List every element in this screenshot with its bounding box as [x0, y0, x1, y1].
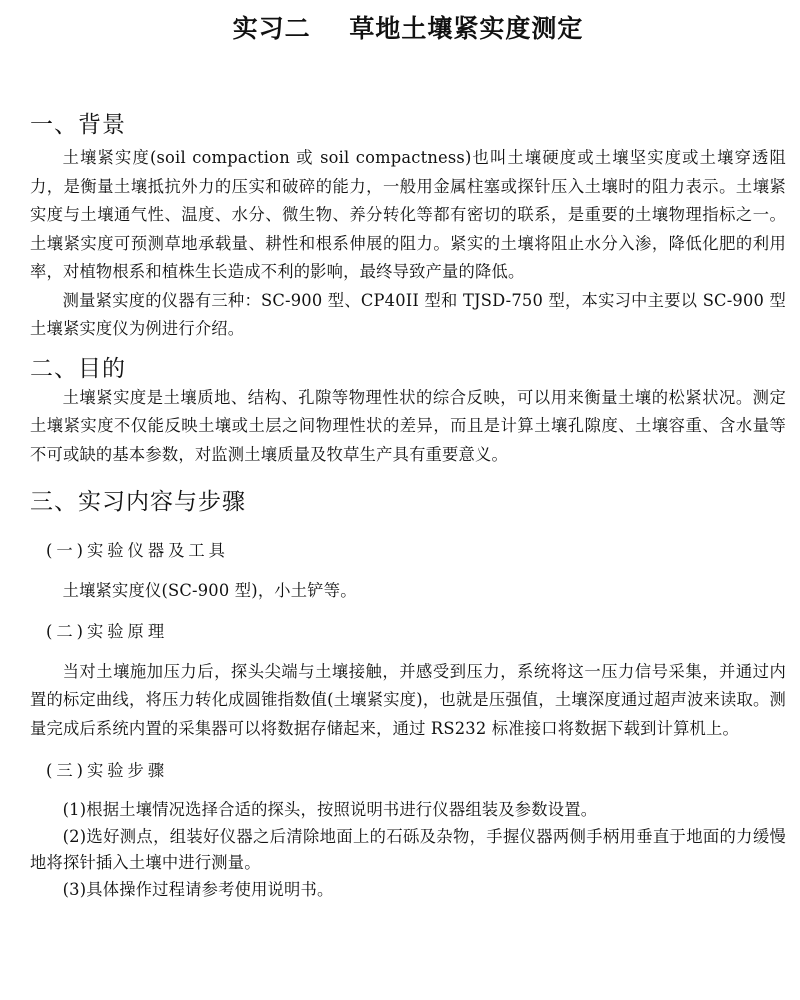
purpose-paragraph: 土壤紧实度是土壤质地、结构、孔隙等物理性状的综合反映，可以用来衡量土壤的松紧状况。测定土壤紧实度不仅能反映土壤或土层之间物理性状的差异，而且是计算土壤孔隙度、土壤容重、含水量等不可或缺的基本参数，对监测土壤质量及牧草生产具有重要意义。: [30, 387, 786, 464]
step-item: (3)具体操作过程请参考使用说明书。: [62, 879, 334, 899]
background-paragraph-1: 土壤紧实度(soil compaction 或 soil compactness)也叫土壤硬度或土壤坚实度或土壤穿透阻力，是衡量土壤抵抗外力的压实和破碎的能力，一般用金属柱塞或探针压入土壤时的阻力表示。土壤紧实度与土壤通气性、温度、水分、微生物、养分转化等都有密切的联系，是重要的土壤物理指标之一。土壤紧实度可预测草地承载量、耕性和根系伸展的阻力。紧实的土壤将阻止水分入渗，降低化肥的利用率，对植物根系和植株生长造成不利的影响，最终导致产量的降低。: [30, 148, 786, 281]
subheading-steps: (三)实验步骤: [46, 761, 169, 780]
steps-list: [30, 797, 786, 903]
step-item: (1)根据土壤情况选择合适的探头，按照说明书进行仪器组装及参数设置。: [62, 800, 598, 819]
section-heading-background: 一、背景: [30, 112, 126, 138]
subheading-principle: (二)实验原理: [46, 621, 169, 641]
page-title: 实习二 草地土壤紧实度测定: [232, 14, 584, 43]
background-paragraph-2: 测量紧实度的仪器有三种：SC-900 型、CP40II 型和 TJSD-750 型，本实习中主要以 SC-900 型土壤紧实度仪为例进行介绍。: [30, 290, 786, 338]
step-item: (2)选好测点，组装好仪器之后清除地面上的石砾及杂物，手握仪器两侧手柄用垂直于地面的力缓慢地将探针插入土壤中进行测量。: [30, 826, 786, 872]
principle-text: 当对土壤施加压力后，探头尖端与土壤接触，并感受到压力，系统将这一压力信号采集，并通过内置的标定曲线，将压力转化成圆锥指数值(土壤紧实度)，也就是压强值，土壤深度通过超声波来读取。测量完成后系统内置的采集器可以将数据存储起来，通过 RS232 标准接口将数据下载到计算机上。: [30, 661, 786, 738]
section-heading-content: 三、实习内容与步骤: [30, 489, 246, 515]
tools-text: 土壤紧实度仪(SC-900 型)，小土铲等。: [62, 581, 357, 600]
section-heading-purpose: 二、目的: [30, 355, 126, 382]
subheading-tools: (一)实验仪器及工具: [46, 541, 229, 560]
